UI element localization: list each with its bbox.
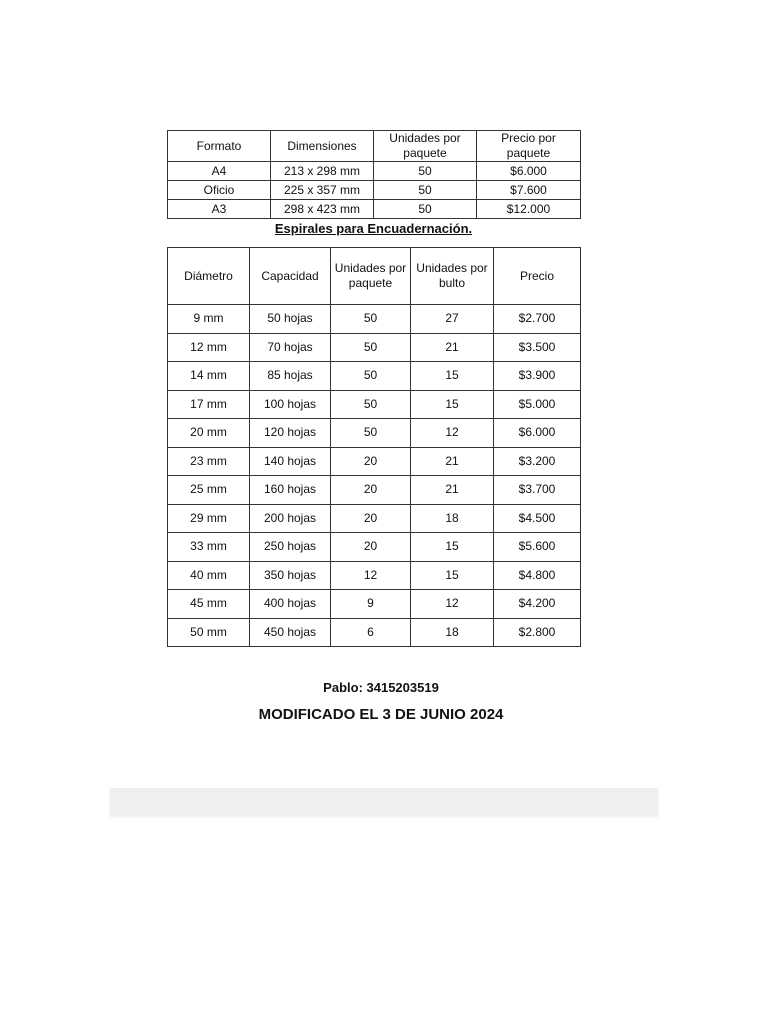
table-cell: 45 mm xyxy=(168,590,250,619)
paper-price-table xyxy=(167,130,581,219)
table-cell: 50 xyxy=(331,362,411,391)
table-cell: 33 mm xyxy=(168,533,250,562)
table-cell: $3.500 xyxy=(494,333,581,362)
table-row xyxy=(168,333,581,362)
table-row xyxy=(168,504,581,533)
column-header: Unidades por bulto xyxy=(411,248,494,305)
column-header: Formato xyxy=(168,131,271,162)
table-cell: $2.700 xyxy=(494,305,581,334)
table-cell: 21 xyxy=(411,476,494,505)
table-cell: 18 xyxy=(411,618,494,647)
table-cell: 200 hojas xyxy=(250,504,331,533)
table-cell: 23 mm xyxy=(168,447,250,476)
table-cell: 20 xyxy=(331,504,411,533)
table-cell: 225 x 357 mm xyxy=(271,181,374,200)
table-cell: $7.600 xyxy=(477,181,581,200)
table-cell: 15 xyxy=(411,362,494,391)
table-cell: 21 xyxy=(411,333,494,362)
table-row xyxy=(168,200,581,219)
column-header: Capacidad xyxy=(250,248,331,305)
column-header: Unidades por paquete xyxy=(331,248,411,305)
table-cell: 15 xyxy=(411,390,494,419)
modified-date: MODIFICADO EL 3 DE JUNIO 2024 xyxy=(258,706,504,723)
table-row xyxy=(168,181,581,200)
table-cell: 50 xyxy=(331,419,411,448)
table-cell: 12 xyxy=(331,561,411,590)
table-cell: $3.900 xyxy=(494,362,581,391)
column-header: Precio xyxy=(494,248,581,305)
table-row xyxy=(168,390,581,419)
table-header-row xyxy=(168,248,581,305)
spirals-title: Espirales para Encuadernación. xyxy=(274,221,473,236)
table-cell: 140 hojas xyxy=(250,447,331,476)
table-cell: 20 xyxy=(331,476,411,505)
table-cell: A4 xyxy=(168,162,271,181)
table-cell: $4.200 xyxy=(494,590,581,619)
table-cell: 40 mm xyxy=(168,561,250,590)
table-cell: 20 mm xyxy=(168,419,250,448)
table-cell: 14 mm xyxy=(168,362,250,391)
column-header: Diámetro xyxy=(168,248,250,305)
table-cell: 50 xyxy=(331,390,411,419)
table-row xyxy=(168,618,581,647)
table-cell: 50 xyxy=(331,305,411,334)
table-cell: 29 mm xyxy=(168,504,250,533)
table-cell: $4.500 xyxy=(494,504,581,533)
table-cell: 15 xyxy=(411,533,494,562)
table-cell: 21 xyxy=(411,447,494,476)
column-header: Unidades por paquete xyxy=(374,131,477,162)
table-cell: $12.000 xyxy=(477,200,581,219)
table-cell: 12 mm xyxy=(168,333,250,362)
table-header-row xyxy=(168,131,581,162)
table-cell: 85 hojas xyxy=(250,362,331,391)
table-cell: 400 hojas xyxy=(250,590,331,619)
column-header: Precio por paquete xyxy=(477,131,581,162)
table-cell: 27 xyxy=(411,305,494,334)
table-cell: $2.800 xyxy=(494,618,581,647)
table-cell: 9 mm xyxy=(168,305,250,334)
table-cell: 213 x 298 mm xyxy=(271,162,374,181)
table-cell: $3.700 xyxy=(494,476,581,505)
table-cell: 50 hojas xyxy=(250,305,331,334)
table-row xyxy=(168,305,581,334)
table-cell: 160 hojas xyxy=(250,476,331,505)
table-cell: 25 mm xyxy=(168,476,250,505)
table-cell: 12 xyxy=(411,419,494,448)
table-cell: 18 xyxy=(411,504,494,533)
table-cell: 50 mm xyxy=(168,618,250,647)
table-cell: A3 xyxy=(168,200,271,219)
table-cell: 15 xyxy=(411,561,494,590)
table-row xyxy=(168,476,581,505)
table-row xyxy=(168,447,581,476)
table-cell: 12 xyxy=(411,590,494,619)
table-row xyxy=(168,533,581,562)
table-cell: 250 hojas xyxy=(250,533,331,562)
table-cell: 70 hojas xyxy=(250,333,331,362)
table-cell: 100 hojas xyxy=(250,390,331,419)
table-row xyxy=(168,419,581,448)
table-cell: 50 xyxy=(374,200,477,219)
table-cell: $3.200 xyxy=(494,447,581,476)
table-cell: 9 xyxy=(331,590,411,619)
table-cell: $6.000 xyxy=(494,419,581,448)
contact-phone: Pablo: 3415203519 xyxy=(323,680,439,695)
table-cell: 50 xyxy=(374,181,477,200)
table-cell: 298 x 423 mm xyxy=(271,200,374,219)
table-row xyxy=(168,162,581,181)
column-header: Dimensiones xyxy=(271,131,374,162)
footer-band xyxy=(110,788,658,815)
table-cell: 20 xyxy=(331,533,411,562)
table-cell: $5.600 xyxy=(494,533,581,562)
table-cell: 50 xyxy=(374,162,477,181)
table-row xyxy=(168,590,581,619)
table-cell: 20 xyxy=(331,447,411,476)
table-row xyxy=(168,362,581,391)
table-cell: $4.800 xyxy=(494,561,581,590)
table-cell: $5.000 xyxy=(494,390,581,419)
table-cell: 50 xyxy=(331,333,411,362)
table-cell: 17 mm xyxy=(168,390,250,419)
table-cell: 120 hojas xyxy=(250,419,331,448)
table-cell: 450 hojas xyxy=(250,618,331,647)
table-cell: 350 hojas xyxy=(250,561,331,590)
table-cell: Oficio xyxy=(168,181,271,200)
spirals-price-table xyxy=(167,247,581,647)
table-row xyxy=(168,561,581,590)
table-cell: $6.000 xyxy=(477,162,581,181)
table-cell: 6 xyxy=(331,618,411,647)
